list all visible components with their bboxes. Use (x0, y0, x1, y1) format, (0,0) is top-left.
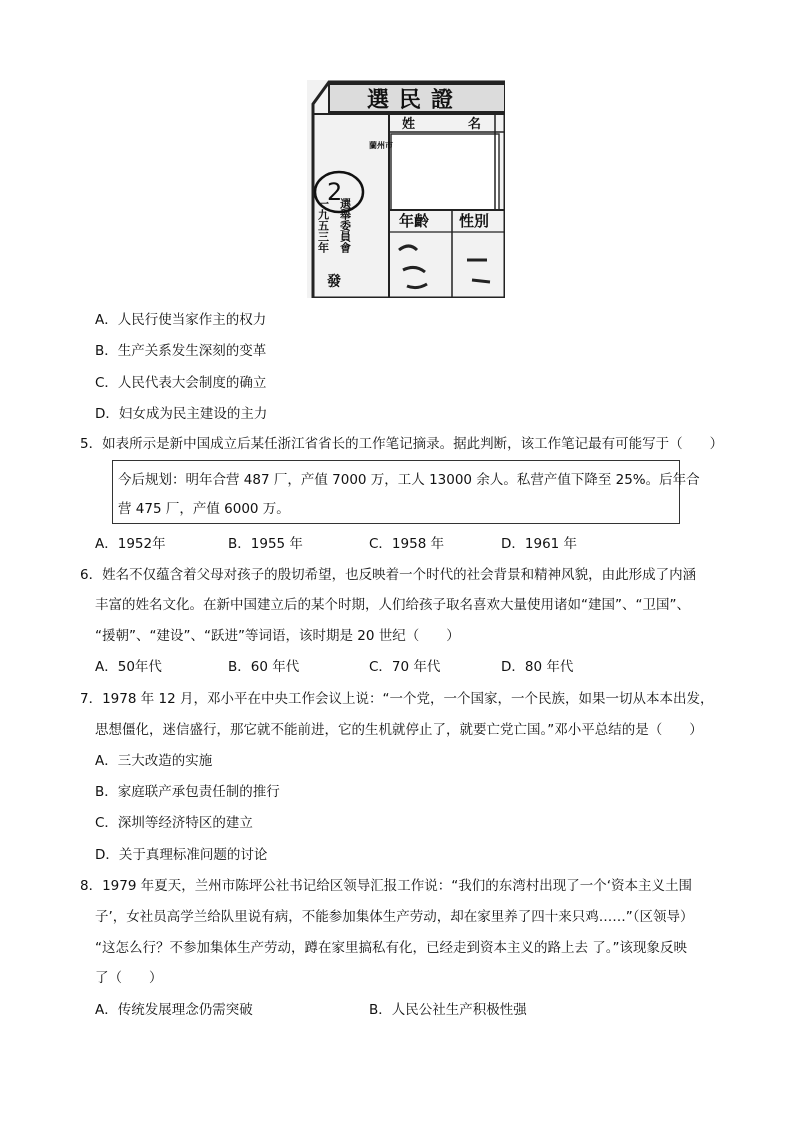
q8-line-4: 了（ ） (95, 970, 163, 986)
q5-option-a[interactable]: A．1952年 (95, 536, 166, 552)
q7-option-a[interactable]: A．三大改造的实施 (95, 753, 213, 769)
q7-line-2: 思想僵化，迷信盛行，那它就不能前进，它的生机就停止了，就要亡党亡国。”邓小平总结的是（ ） (95, 722, 703, 738)
voter-card-stamp-number: 2 (327, 178, 343, 206)
q6-line-1: 6．姓名不仅蕴含着父母对孩子的殷切希望，也反映着一个时代的社会背景和精神风貌，由此形成了内涵 (80, 567, 697, 583)
q6-line-3: “援朝”、“建设”、“跃进”等词语，该时期是 20 世纪（ ） (95, 628, 460, 644)
voter-card-year: 一九五三年 (316, 198, 330, 253)
voter-card-age-label: 年齡 (399, 212, 430, 230)
q4-option-a[interactable]: A．人民行使当家作主的权力 (95, 312, 267, 328)
q6-option-d[interactable]: D．80 年代 (501, 659, 574, 675)
q5-note-line-1: 今后规划：明年合营 487 厂，产值 7000 万，工人 13000 余人。私营产值下降至 25%。后年合 (118, 472, 700, 488)
q5-option-b[interactable]: B．1955 年 (228, 536, 303, 552)
q8-option-b[interactable]: B．人民公社生产积极性强 (369, 1002, 527, 1018)
q8-line-2: 子’，女社员高学兰给队里说有病，不能参加集体生产劳动，却在家里养了四十来只鸡……”（区领导） (95, 909, 694, 925)
voter-card-title: 選民證 (367, 87, 464, 113)
q8-option-a[interactable]: A．传统发展理念仍需突破 (95, 1002, 253, 1018)
voter-card-city: 蘭州市 (369, 140, 393, 150)
q6-option-a[interactable]: A．50年代 (95, 659, 162, 675)
q5-note-line-2: 营 475 厂，产值 6000 万。 (118, 501, 290, 517)
q4-option-c[interactable]: C．人民代表大会制度的确立 (95, 375, 267, 391)
q7-option-b[interactable]: B．家庭联产承包责任制的推行 (95, 784, 280, 800)
q8-line-3: “这怎么行？不参加集体生产劳动，蹲在家里搞私有化，已经走到资本主义的路上去 了。”该现象反映 (95, 940, 688, 956)
q4-option-d[interactable]: D．妇女成为民主建设的主力 (95, 406, 268, 422)
q6-option-c[interactable]: C．70 年代 (369, 659, 441, 675)
q7-option-d[interactable]: D．关于真理标准问题的讨论 (95, 847, 268, 863)
q4-option-b[interactable]: B．生产关系发生深刻的变革 (95, 343, 267, 359)
q6-line-2: 丰富的姓名文化。在新中国建立后的某个时期，人们给孩子取名喜欢大量使用诸如“建国”、“卫国”、 (95, 597, 690, 613)
q5-stem: 5．如表所示是新中国成立后某任浙江省省长的工作笔记摘录。据此判断，该工作笔记最有可能写于（ ） (80, 436, 724, 452)
q5-option-d[interactable]: D．1961 年 (501, 536, 578, 552)
q7-line-1: 7．1978 年 12 月，邓小平在中央工作会议上说：“一个党，一个国家，一个民族，如果一切从本本出发， (80, 691, 714, 707)
voter-card-issued: 發 (327, 274, 341, 290)
q6-option-b[interactable]: B．60 年代 (228, 659, 300, 675)
q7-option-c[interactable]: C．深圳等经济特区的建立 (95, 815, 253, 831)
voter-card-image (307, 80, 505, 298)
voter-card-name-label: 姓 名 (402, 117, 502, 132)
q8-line-1: 8．1979 年夏天，兰州市陈坪公社书记给区领导汇报工作说：“我们的东湾村出现了一个‘资本主义土围 (80, 878, 693, 894)
q5-option-c[interactable]: C．1958 年 (369, 536, 445, 552)
voter-card-committee: 選舉委員會 (338, 198, 352, 253)
voter-card-drawing (307, 80, 505, 298)
q5-note-box (112, 460, 700, 524)
voter-card-sex-label: 性別 (459, 212, 490, 230)
